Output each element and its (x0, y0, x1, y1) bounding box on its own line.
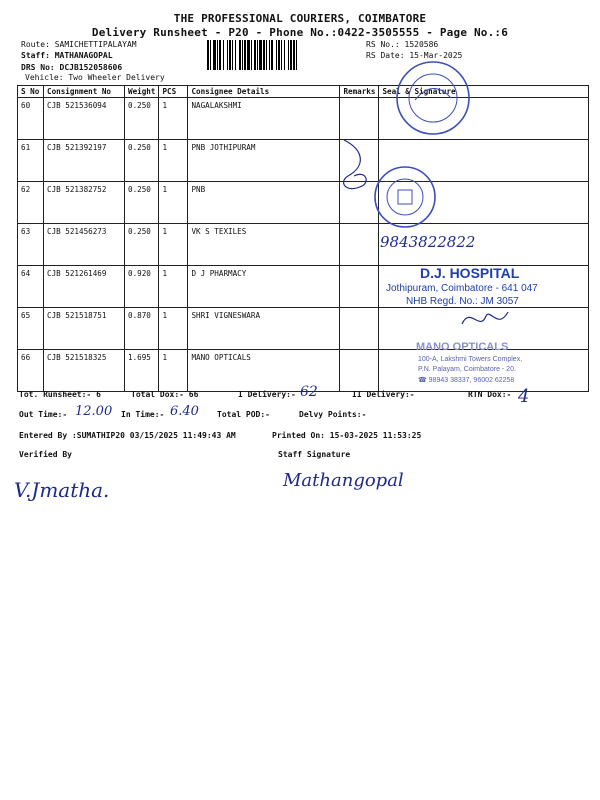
cell-remarks (340, 266, 379, 308)
table-row (18, 140, 589, 182)
cell-consignee: PNB JOTHIPURAM (188, 140, 340, 182)
out-time-label: Out Time:- (19, 410, 68, 419)
verified-signature: V.Jmatha. (14, 478, 110, 502)
in-time-label: In Time:- (121, 410, 165, 419)
dj-hospital-stamp-address: Jothipuram, Coimbatore - 641 047 (386, 283, 538, 294)
delvy-points-label: Delvy Points:- (299, 410, 367, 419)
cell-consignment: CJB 521382752 (44, 182, 125, 224)
header-weight: Weight (125, 86, 159, 98)
cell-weight: 0.250 (125, 182, 159, 224)
cell-consignee: VK S TEXILES (188, 224, 340, 266)
rs-date: RS Date: 15-Mar-2025 (366, 51, 463, 60)
cell-consignment: CJB 521518325 (44, 350, 125, 392)
header-sno: S No (18, 86, 44, 98)
mano-stamp-line3: ☎ 98943 38337, 96002 62258 (418, 377, 515, 384)
cell-pcs: 1 (159, 98, 188, 140)
dj-hospital-stamp-reg: NHB Regd. No.: JM 3057 (406, 296, 519, 307)
cell-sno: 63 (18, 224, 44, 266)
vehicle-text: Vehicle: Two Wheeler Delivery (25, 73, 165, 82)
mano-stamp-line2: P.N. Palayam, Coimbatore - 20. (418, 366, 516, 373)
rs-number: RS No.: 1520586 (366, 40, 439, 49)
cell-consignment: CJB 521261469 (44, 266, 125, 308)
remarks-scribble (336, 136, 376, 204)
cell-pcs: 1 (159, 140, 188, 182)
cell-sno: 62 (18, 182, 44, 224)
out-time-value: 12.00 (75, 404, 113, 419)
cell-pcs: 1 (159, 350, 188, 392)
cell-remarks (340, 350, 379, 392)
mano-stamp-title: MANO OPTICALS (416, 341, 509, 353)
cell-remarks (340, 98, 379, 140)
staff-signature: Mathangopal (283, 470, 404, 491)
cell-pcs: 1 (159, 224, 188, 266)
cell-consignee: MANO OPTICALS (188, 350, 340, 392)
cell-weight: 0.920 (125, 266, 159, 308)
cell-weight: 0.250 (125, 98, 159, 140)
cell-consignee: NAGALAKSHMI (188, 98, 340, 140)
cell-consignment: CJB 521518751 (44, 308, 125, 350)
runsheet-title: Delivery Runsheet - P20 - Phone No.:0422-3505555 - Page No.:6 (91, 26, 509, 39)
i-delivery-label: I Delivery:- (238, 390, 296, 399)
mano-stamp-line1: 100-A, Lakshmi Towers Complex, (418, 356, 523, 363)
cell-sno: 66 (18, 350, 44, 392)
staff-signature-label: Staff Signature (278, 450, 351, 459)
verified-by-label: Verified By (19, 450, 72, 459)
cell-weight: 0.250 (125, 140, 159, 182)
cell-consignee: SHRI VIGNESWARA (188, 308, 340, 350)
cell-weight: 0.870 (125, 308, 159, 350)
route-text: Route: SAMICHETTIPALAYAM (21, 40, 137, 49)
dj-hospital-stamp-title: D.J. HOSPITAL (420, 265, 520, 281)
cell-sno: 61 (18, 140, 44, 182)
cell-sno: 64 (18, 266, 44, 308)
table-row (18, 224, 589, 266)
cell-consignee: PNB (188, 182, 340, 224)
company-title: THE PROFESSIONAL COURIERS, COIMBATORE (173, 12, 427, 25)
cell-pcs: 1 (159, 266, 188, 308)
bank-seal-stamp (372, 164, 438, 230)
total-runsheet: Tot. Runsheet:- 6 (19, 390, 101, 399)
table-row (18, 182, 589, 224)
drs-number: DRS No: DCJB152058606 (21, 63, 123, 72)
entered-by: Entered By :SUMATHIP20 03/15/2025 11:49:43 AM (19, 431, 236, 440)
cell-pcs: 1 (159, 308, 188, 350)
cell-sno: 60 (18, 98, 44, 140)
dj-signature (456, 302, 516, 338)
total-dox: Total Dox:- 66 (131, 390, 199, 399)
cell-pcs: 1 (159, 182, 188, 224)
rtn-dox-label: RTN Dox:- (468, 390, 512, 399)
header-seal-signature: Seal & Signature (379, 86, 589, 98)
header-consignee: Consignee Details (188, 86, 340, 98)
in-time-value: 6.40 (170, 404, 199, 419)
round-seal-stamp (393, 58, 473, 138)
rtn-dox-value: 4 (518, 386, 530, 407)
handwritten-phone: 9843822822 (380, 233, 476, 251)
header-remarks: Remarks (340, 86, 379, 98)
header-pcs: PCS (159, 86, 188, 98)
cell-consignee: D J PHARMACY (188, 266, 340, 308)
printed-on: Printed On: 15-03-2025 11:53:25 (272, 431, 422, 440)
staff-text: Staff: MATHANAGOPAL (21, 51, 113, 60)
cell-consignment: CJB 521392197 (44, 140, 125, 182)
barcode (207, 40, 357, 70)
cell-weight: 0.250 (125, 224, 159, 266)
total-pod-label: Total POD:- (217, 410, 270, 419)
cell-sno: 65 (18, 308, 44, 350)
ii-delivery-label: II Delivery:- (352, 390, 415, 399)
table-header-row (18, 86, 589, 98)
table-row (18, 98, 589, 140)
cell-consignment: CJB 521536094 (44, 98, 125, 140)
cell-remarks (340, 308, 379, 350)
header-consignment: Consignment No (44, 86, 125, 98)
cell-consignment: CJB 521456273 (44, 224, 125, 266)
cell-weight: 1.695 (125, 350, 159, 392)
i-delivery-value: 62 (300, 384, 318, 400)
